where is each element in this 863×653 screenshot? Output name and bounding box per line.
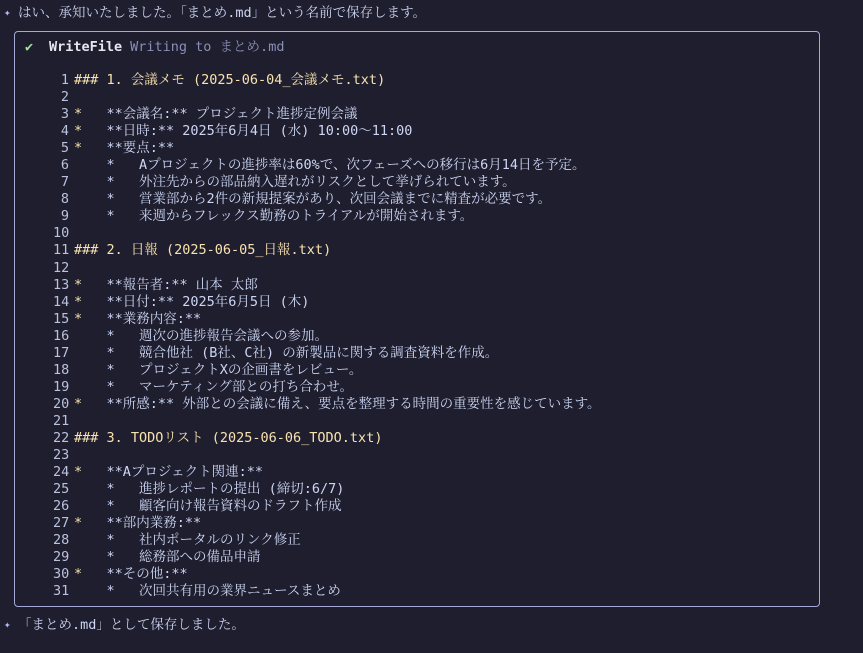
- code-line: [53, 294, 809, 311]
- code-line: [53, 532, 809, 549]
- line-text: * 営業部から2件の新規提案があり、次回会議までに精査が必要です。: [74, 191, 552, 208]
- line-number: 7: [60, 174, 69, 191]
- line-text: ### 3. TODOリスト (2025-06-06_TODO.txt): [74, 429, 383, 446]
- code-line: [53, 311, 809, 328]
- line-text: ### 2. 日報 (2025-06-05_日報.txt): [74, 242, 332, 259]
- line-number: 12: [53, 259, 70, 276]
- line-number: 20: [53, 395, 70, 412]
- tool-call-header: [25, 37, 284, 57]
- code-line: [53, 89, 809, 106]
- code-line: [53, 191, 809, 208]
- line-number: 9: [60, 208, 69, 225]
- line-number: 4: [60, 123, 69, 140]
- code-line: [53, 447, 809, 464]
- code-line: [53, 549, 809, 566]
- line-text: * 競合他社 (B社、C社) の新製品に関する調査資料を作成。: [74, 344, 499, 361]
- code-line: [53, 106, 809, 123]
- line-number: 13: [53, 276, 70, 293]
- code-line: [53, 396, 809, 413]
- line-number: 11: [53, 242, 70, 259]
- line-number: 23: [53, 447, 70, 464]
- line-number: 22: [53, 429, 70, 446]
- line-number: 8: [60, 191, 69, 208]
- line-number: 10: [53, 225, 70, 242]
- code-line: [53, 277, 809, 294]
- code-line: [53, 498, 809, 515]
- line-text: * プロジェクトXの企画書をレビュー。: [74, 361, 363, 378]
- code-line: [53, 208, 809, 225]
- code-line: [53, 225, 809, 242]
- line-number: 31: [53, 583, 70, 600]
- code-line: [53, 481, 809, 498]
- code-line: [53, 140, 809, 157]
- code-line: [53, 362, 809, 379]
- code-line: [53, 379, 809, 396]
- line-number: 27: [53, 515, 70, 532]
- line-text: * 顧客向け報告資料のドラフト作成: [74, 498, 342, 515]
- code-line: [53, 328, 809, 345]
- code-line: [53, 566, 809, 583]
- line-text: * Aプロジェクトの進捗率は60%で、次フェーズへの移行は6月14日を予定。: [74, 157, 586, 174]
- line-number: 2: [60, 89, 69, 106]
- line-number: 17: [53, 344, 70, 361]
- line-number: 5: [60, 140, 69, 157]
- line-number: 21: [53, 412, 70, 429]
- line-number: 29: [53, 549, 70, 566]
- line-number: 18: [53, 361, 70, 378]
- line-number: 16: [53, 327, 70, 344]
- code-line: [53, 583, 809, 600]
- code-line: [53, 515, 809, 532]
- code-line: [53, 345, 809, 362]
- line-number: 24: [53, 464, 70, 481]
- code-line: [53, 464, 809, 481]
- line-text: * **日付:** 2025年6月5日 (木): [74, 293, 310, 310]
- line-number: 30: [53, 566, 70, 583]
- line-text: * **その他:**: [74, 566, 188, 583]
- assistant-message-text: 「まとめ.md」として保存しました。: [18, 617, 245, 633]
- code-line: [53, 242, 809, 259]
- tool-name: WriteFile: [49, 39, 123, 55]
- line-number: 1: [60, 72, 69, 88]
- line-text: * **部内業務:**: [74, 515, 202, 532]
- line-text: * 週次の進捗報告会議への参加。: [74, 327, 329, 344]
- line-text: * **Aプロジェクト関連:**: [74, 464, 264, 481]
- line-text: * **要点:**: [74, 140, 175, 157]
- line-number: 14: [53, 293, 70, 310]
- line-number: 26: [53, 498, 70, 515]
- code-line: [53, 72, 809, 89]
- file-content-preview: [53, 72, 809, 600]
- line-text: * **所感:** 外部との会議に備え、要点を整理する時間の重要性を感じています。: [74, 395, 601, 412]
- line-text: * **会議名:** プロジェクト進捗定例会議: [74, 106, 358, 123]
- line-text: * **日時:** 2025年6月4日 (水) 10:00〜11:00: [74, 123, 413, 140]
- line-text: * マーケティング部との打ち合わせ。: [74, 378, 353, 395]
- line-text: * 社内ポータルのリンク修正: [74, 532, 301, 549]
- line-text: * **業務内容:**: [74, 310, 202, 327]
- line-number: 19: [53, 378, 70, 395]
- line-number: 25: [53, 481, 70, 498]
- line-text: * 総務部への備品申請: [74, 549, 261, 566]
- code-line: [53, 123, 809, 140]
- sparkle-icon: ✦: [4, 618, 11, 631]
- tool-description: Writing to まとめ.md: [130, 39, 285, 55]
- line-text: * **報告者:** 山本 太郎: [74, 276, 258, 293]
- code-line: [53, 174, 809, 191]
- line-number: 6: [60, 157, 69, 174]
- assistant-message-intro: [4, 4, 426, 22]
- tool-call-panel: [14, 31, 820, 607]
- line-number: 15: [53, 310, 70, 327]
- code-line: [53, 413, 809, 430]
- check-icon: ✔: [25, 39, 34, 55]
- line-text: ### 1. 会議メモ (2025-06-04_会議メモ.txt): [74, 72, 386, 88]
- sparkle-icon: ✦: [4, 6, 11, 19]
- code-line: [53, 157, 809, 174]
- line-text: * 進捗レポートの提出 (締切:6/7): [74, 481, 345, 498]
- line-text: * 来週からフレックス勤務のトライアルが開始されます。: [74, 208, 474, 225]
- line-number: 28: [53, 532, 70, 549]
- line-text: * 次回共有用の業界ニュースまとめ: [74, 583, 341, 600]
- line-text: * 外注先からの部品納入遅れがリスクとして挙げられています。: [74, 174, 516, 191]
- code-line: [53, 430, 809, 447]
- assistant-message-text: はい、承知いたしました。「まとめ.md」という名前で保存します。: [18, 5, 427, 21]
- line-number: 3: [60, 106, 69, 123]
- assistant-message-outro: [4, 616, 245, 634]
- code-line: [53, 260, 809, 277]
